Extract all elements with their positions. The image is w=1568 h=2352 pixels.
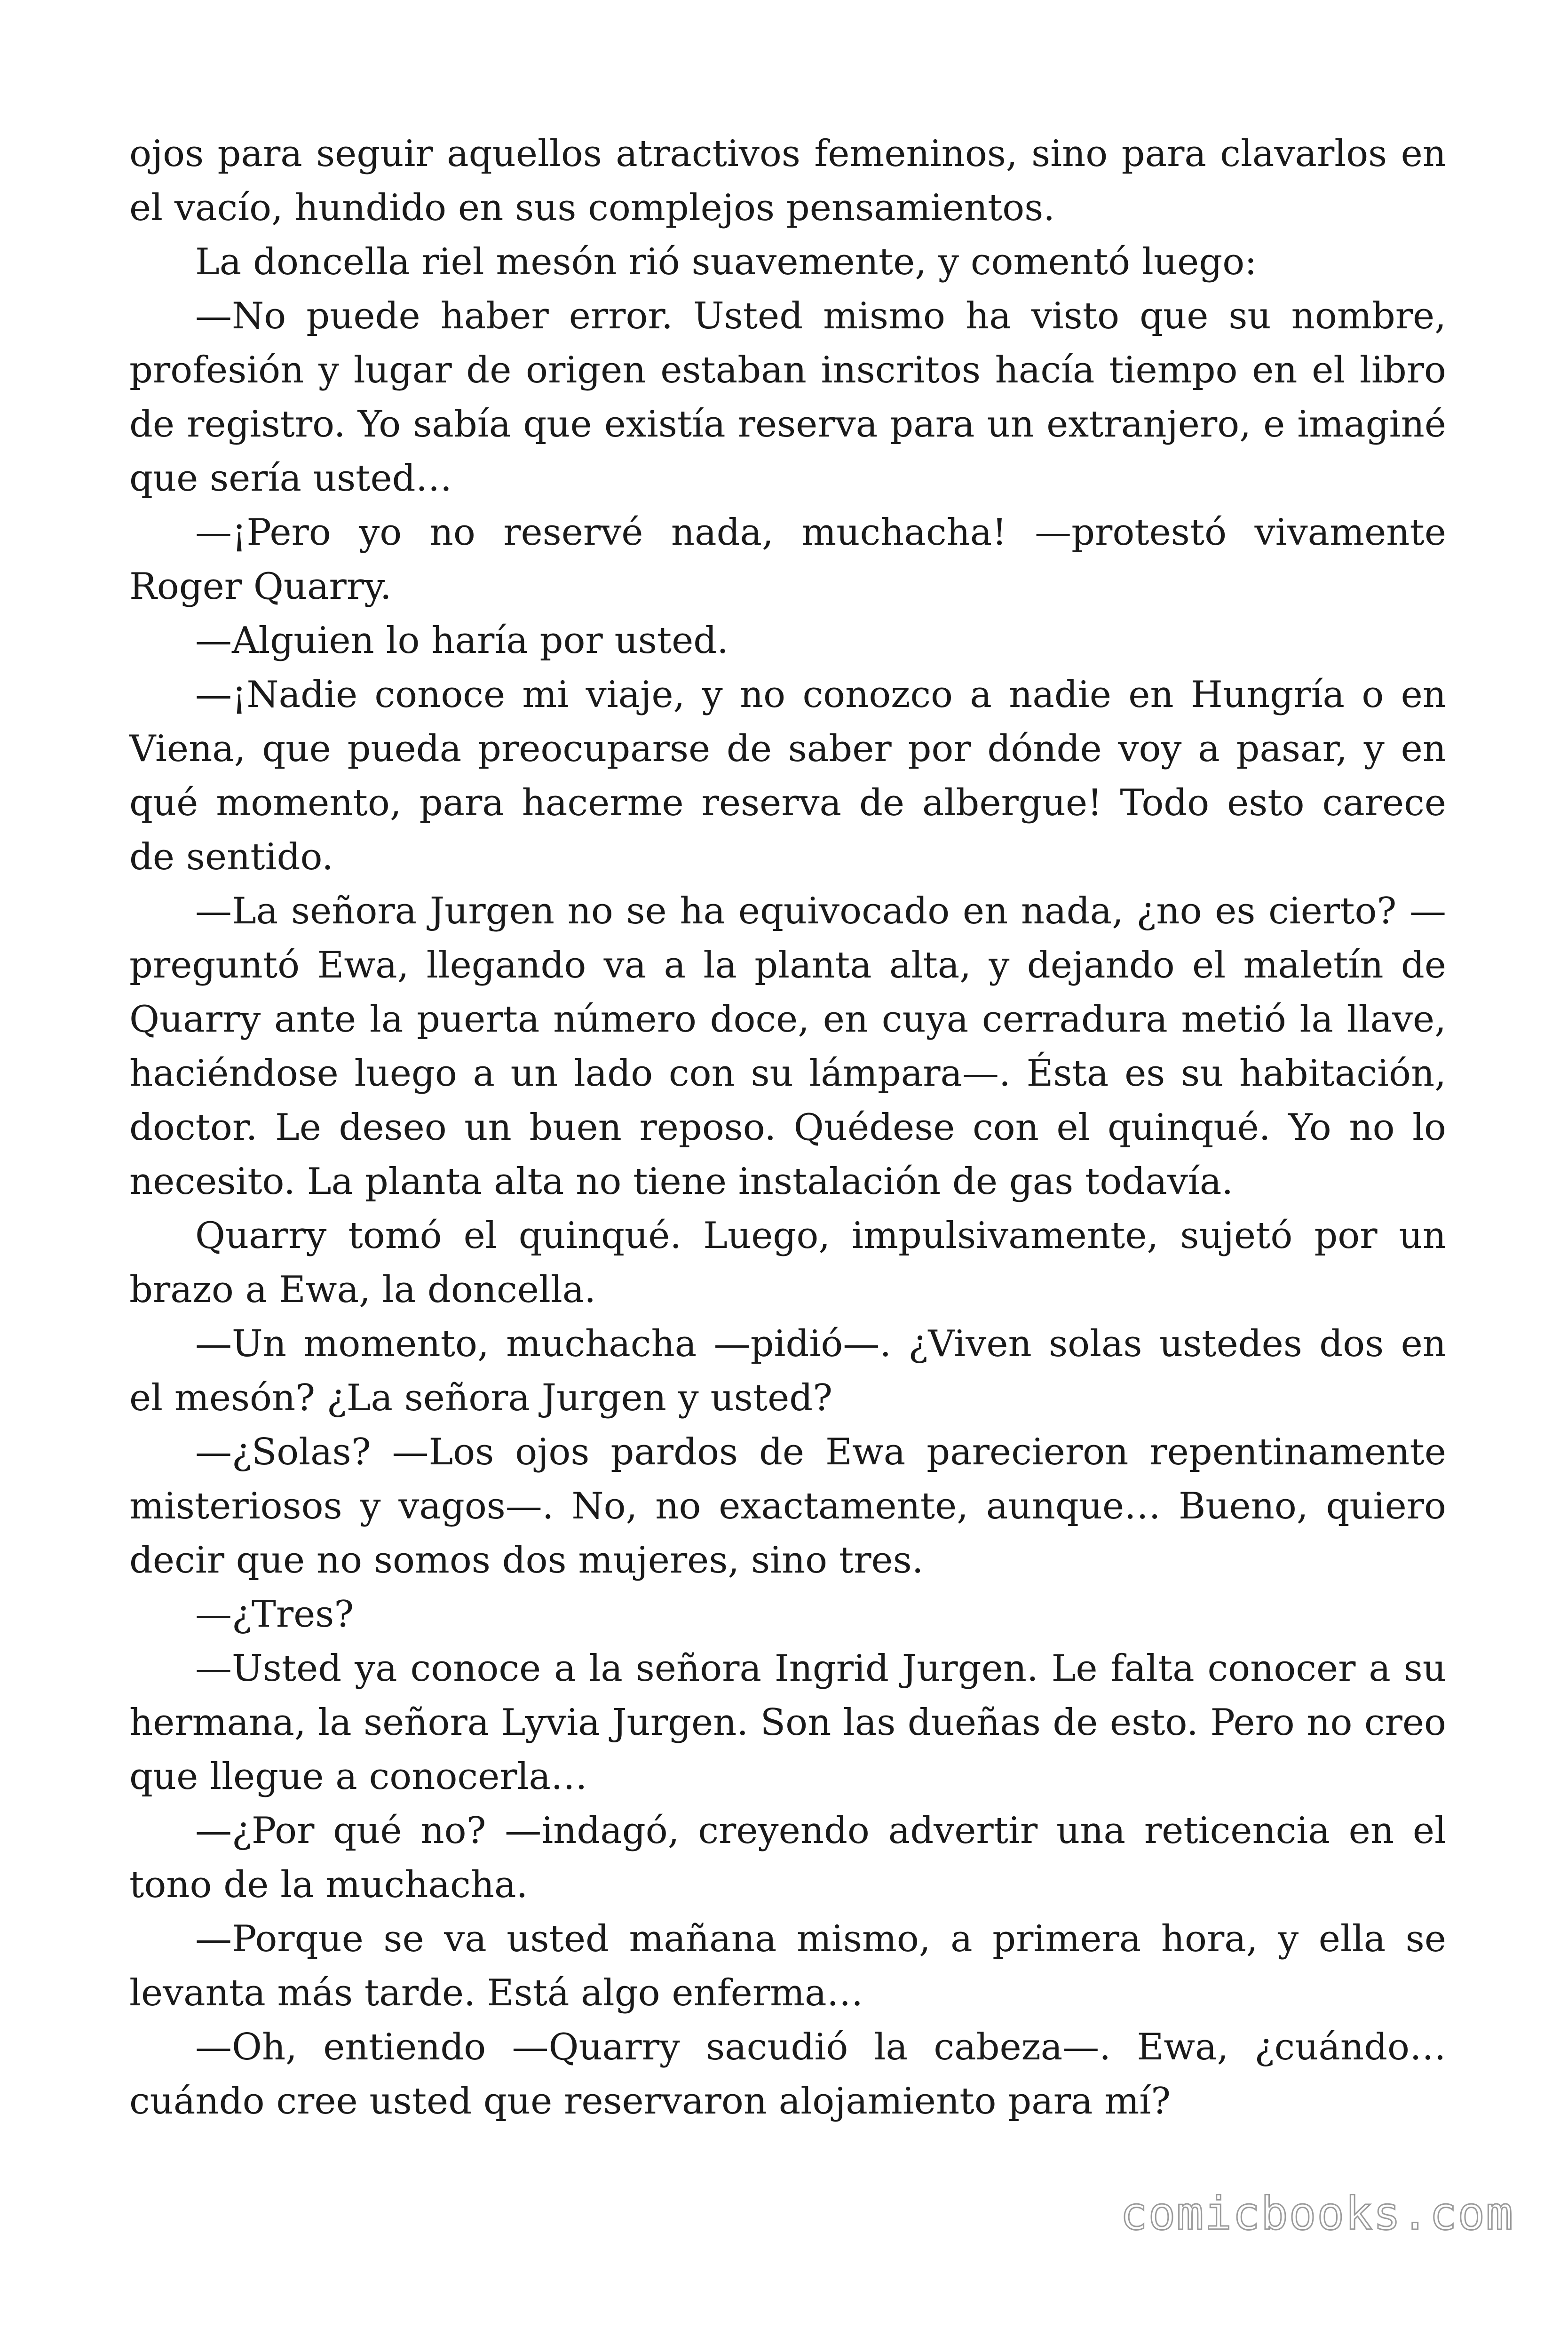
paragraph: —Usted ya conoce a la señora Ingrid Jurgen. Le falta conocer a su hermana, la señora Lyvia Jurgen. Son las dueñas de esto. Pero no creo que llegue a conocerla… [129,1647,1446,1798]
paragraph: —Oh, entiendo —Quarry sacudió la cabeza—. Ewa, ¿cuándo… cuándo cree usted que reservaron alojamiento para mí? [129,2026,1446,2122]
paragraph: —Alguien lo haría por usted. [195,620,729,662]
paragraph: —Un momento, muchacha —pidió—. ¿Viven solas ustedes dos en el mesón? ¿La señora Jurgen y usted? [129,1323,1446,1419]
paragraph: —La señora Jurgen no se ha equivocado en nada, ¿no es cierto? —preguntó Ewa, llegando va a la planta alta, y dejando el maletín de Quarry ante la puerta número doce, en cuya cerradura metió la llave, haciéndose luego a un lado con su lámpara—. Ésta es su habitación, doctor. Le deseo un buen reposo. Quédese con el quinqué. Yo no lo necesito. La planta alta no tiene instalación de gas todavía. [129,890,1446,1203]
paragraph: Quarry tomó el quinqué. Luego, impulsivamente, sujetó por un brazo a Ewa, la doncella. [129,1215,1446,1311]
watermark: comicbooks.com [1120,2187,1514,2240]
paragraph: —¡Nadie conoce mi viaje, y no conozco a nadie en Hungría o en Viena, que pueda preocuparse de saber por dónde voy a pasar, y en qué momento, para hacerme reserva de albergue! Todo esto carece de sentido. [129,674,1446,878]
paragraph: —No puede haber error. Usted mismo ha visto que su nombre, profesión y lugar de origen estaban inscritos hacía tiempo en el libro de registro. Yo sabía que existía reserva para un extranjero, e imaginé que sería usted… [129,295,1446,500]
paragraph: La doncella riel mesón rió suavemente, y comentó luego: [195,241,1257,283]
page-body [129,127,1446,2129]
paragraph: —¿Solas? —Los ojos pardos de Ewa parecieron repentinamente misteriosos y vagos—. No, no exactamente, aunque… Bueno, quiero decir que no somos dos mujeres, sino tres. [129,1431,1446,1581]
paragraph: —¿Tres? [195,1593,354,1636]
paragraph: —¿Por qué no? —indagó, creyendo advertir una reticencia en el tono de la muchacha. [129,1810,1446,1906]
paragraph: —¡Pero yo no reservé nada, muchacha! —protestó vivamente Roger Quarry. [129,511,1446,608]
paragraph: ojos para seguir aquellos atractivos femeninos, sino para clavarlos en el vacío, hundido en sus complejos pensamientos. [129,133,1446,229]
paragraph: —Porque se va usted mañana mismo, a primera hora, y ella se levanta más tarde. Está algo enferma… [129,1918,1446,2014]
